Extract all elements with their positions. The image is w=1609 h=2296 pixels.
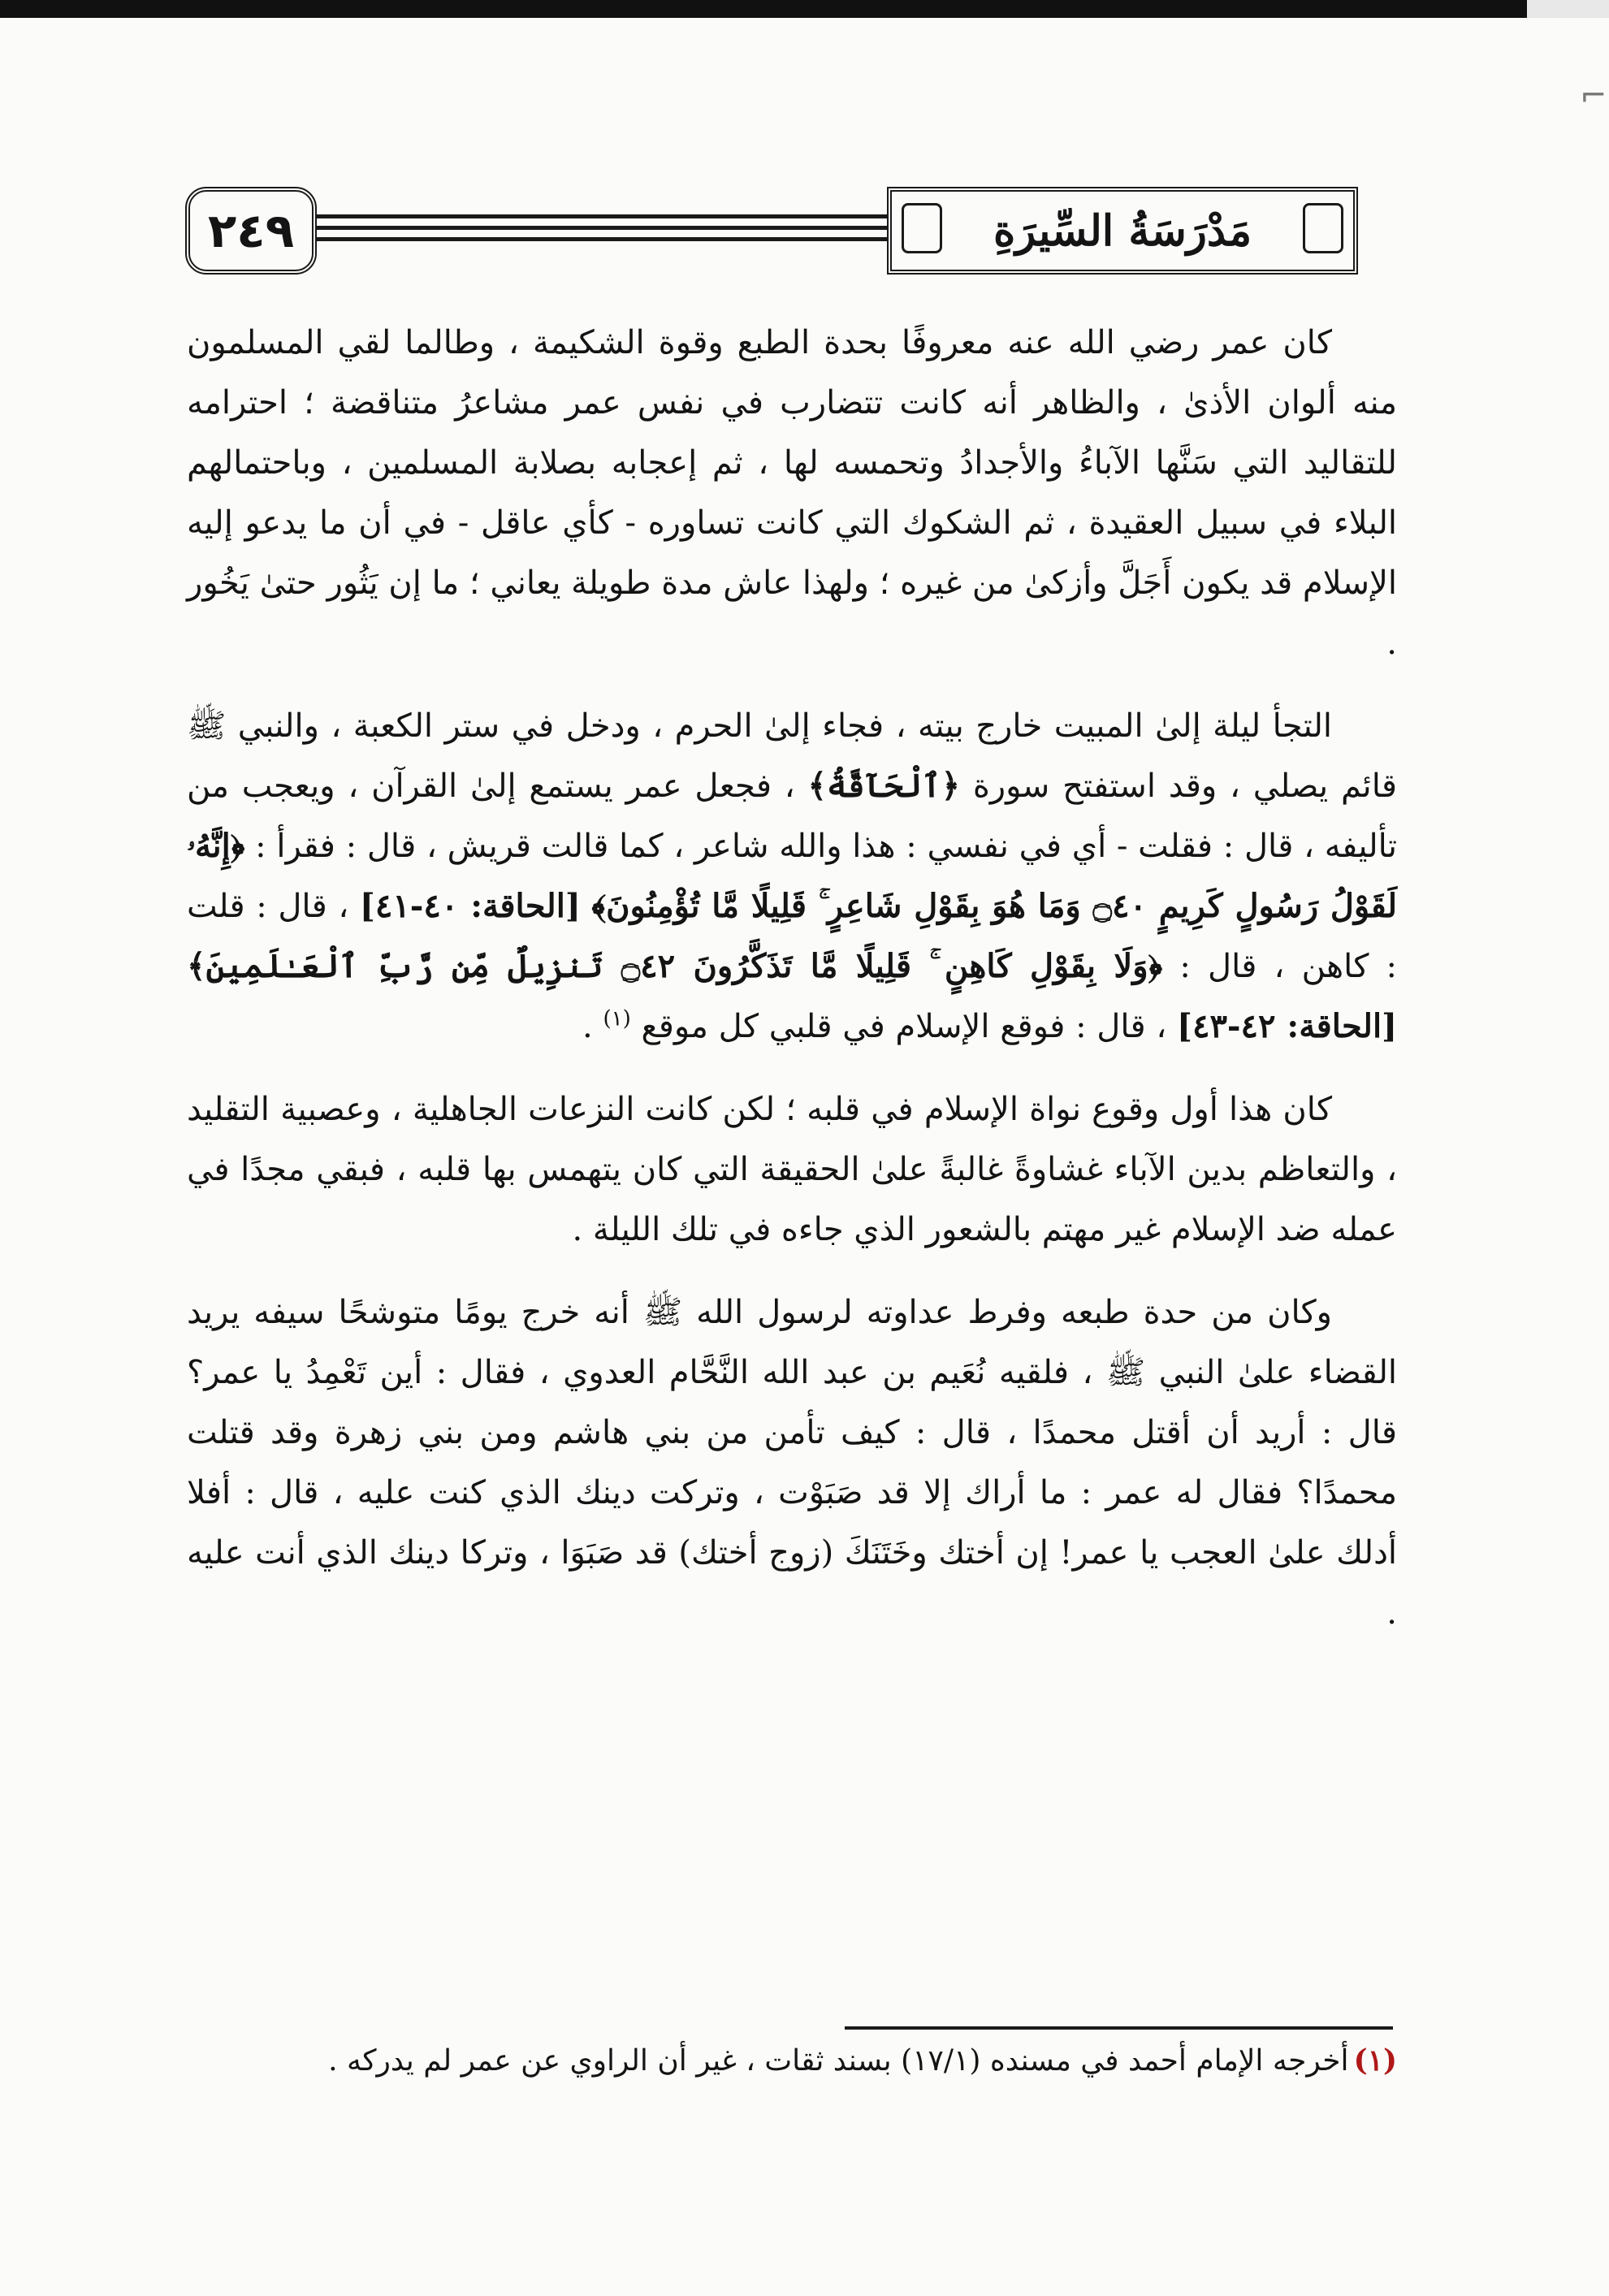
scan-top-edge [0,0,1609,18]
paragraph-4: وكان من حدة طبعه وفرط عداوته لرسول الله ﷺ أنه خرج يومًا متوشحًا سيفه يريد القضاء علىٰ النبي ﷺ ، فلقيه نُعَيم بن عبد الله النَّحَّام العدوي ، فقال : أين تَعْمِدُ يا عمر؟ قال : أريد أن أقتل محمدًا ، قال : كيف تأمن من بني هاشم ومن بني زهرة وقد قتلت محمدًا؟ فقال له عمر : ما أراك إلا قد صَبَوْت ، وتركت دينك الذي كنت عليه ، قال : أفلا أدلك علىٰ العجب يا عمر! إن أختك وخَتَنَكَ (زوج أختك) قد صَبَوَا ، وتركا دينك الذي أنت عليه . [187,1294,1397,1632]
footnote-marker: (١) [1353,2043,1397,2078]
scan-top-edge-light [1527,0,1609,18]
paragraph-2-part-3: ، قال : قلت : كاهن ، قال : [187,888,1398,985]
quran-verse-1: ﴿إِنَّهُۥ لَقَوْلُ رَسُولٍ كَرِيمٍ ۝٤٠ وَمَا هُوَ بِقَوْلِ شَاعِرٍ ۚ قَلِيلًا مَّا تُؤْمِنُونَ﴾ [187,827,1398,925]
paragraph-2-part-4: ، قال : فوقع الإسلام في قلبي كل موقع [641,1008,1167,1045]
header-rule [280,237,889,241]
footnote-reference[interactable]: (١) [603,1006,631,1031]
verse-reference-2: [الحاقة: ٤٢-٤٣] [1177,1007,1397,1045]
header-rule [280,226,889,230]
footnote [187,2039,1397,2083]
verse-reference-1: [الحاقة: ٤٠-٤١] [359,887,581,925]
running-header [0,187,1609,292]
paragraph-2-end: . [582,1008,593,1045]
paragraph-3: كان هذا أول وقوع نواة الإسلام في قلبه ؛ لكن كانت النزعات الجاهلية ، وعصبية التقليد ، والتعاظم بدين الآباء غشاوةً غالبةً علىٰ الحقيقة التي كان يتهمس بها قلبه ، فبقي مجدًا في عمله ضد الإسلام غير مهتم بالشعور الذي جاءه في تلك الليلة . [187,1091,1397,1248]
body-text [187,313,1397,1666]
footnote-separator [845,2026,1393,2030]
paragraph-2-part-2: ، فجعل عمر يستمع إلىٰ القرآن ، ويعجب من تأليفه ، قال : فقلت - أي في نفسي : هذا والله شاعر ، كما قالت قريش ، قال : فقرأ : [187,767,1397,865]
quran-verse-2: ﴿وَلَا بِقَوْلِ كَاهِنٍ ۚ قَلِيلًا مَّا تَذَكَّرُونَ ۝٤٢ تَنزِيلٌ مِّن رَّبِّ ٱلْعَـٰلَمِينَ﴾ [187,947,1163,985]
page-number-frame [185,187,317,275]
scan-corner-mark: ⌐ [1580,77,1607,115]
header-rule [280,214,889,218]
paragraph-1: كان عمر رضي الله عنه معروفًا بحدة الطبع وقوة الشكيمة ، وطالما لقي المسلمون منه ألوان الأذىٰ ، والظاهر أنه كانت تتضارب في نفس عمر مشاعرُ متناقضة ؛ احترامه للتقاليد التي سَنَّها الآباءُ والأجدادُ وتحمسه لها ، ثم إعجابه بصلابة المسلمين ، وباحتمالهم البلاء في سبيل العقيدة ، ثم الشكوك التي كانت تساوره - كأي عاقل - في أن ما يدعو إليه الإسلام قد يكون أَجَلَّ وأزكىٰ من غيره ؛ ولهذا عاش مدة طويلة يعاني ؛ ما إن يَثُور حتىٰ يَخُور . [187,324,1397,662]
page-number: ٢٤٩ [207,203,295,258]
surah-name: ﴿ٱلْحَآقَّةُ﴾ [807,767,961,805]
footnote-text: أخرجه الإمام أحمد في مسنده (١٧/١) بسند ثقات ، غير أن الراوي عن عمر لم يدركه . [328,2044,1349,2078]
book-title: مَدْرَسَةُ السِّيرَةِ [993,205,1252,256]
paragraph-2 [187,696,1397,1057]
paragraph-2-part-1: التجأ ليلة إلىٰ المبيت خارج بيته ، فجاء إلىٰ الحرم ، ودخل في ستر الكعبة ، والنبي ﷺ قائم يصلي ، وقد استفتح سورة [187,707,1398,805]
book-title-frame [887,187,1358,275]
